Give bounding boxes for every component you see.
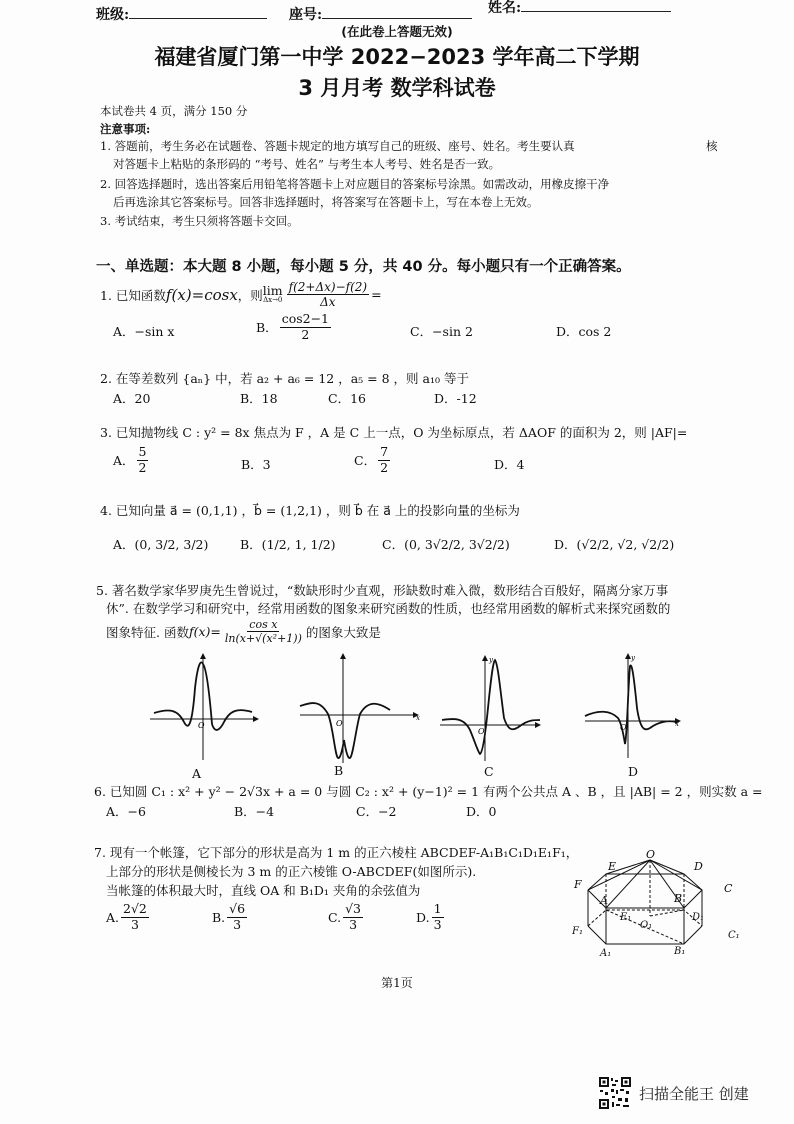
q2-option-c: C．16 bbox=[328, 391, 366, 406]
q5-graph-d bbox=[585, 654, 680, 758]
fig-label-d: D bbox=[694, 860, 703, 873]
q1-option-b-label: B． bbox=[256, 320, 278, 335]
svg-text:x: x bbox=[416, 714, 420, 722]
answer-invalid-notice: (在此卷上答题无效) bbox=[341, 24, 453, 39]
question-4: 4. 已知向量 a⃗ = (0,1,1) ，b⃗ = (1,2,1) ，则 b⃗ 在 a⃗ 上的投影向量的坐标为 bbox=[100, 503, 520, 518]
fig-label-b: B bbox=[674, 892, 683, 905]
question-6: 6. 已知圆 C₁ : x² + y² − 2√3x + a = 0 与圆 C₂ : x² + (y−1)² = 1 有两个公共点 A 、B ，且 |AB| = 2 ，则实数 a = bbox=[94, 784, 763, 799]
note-1a: 1. 答题前，考生务必在试题卷、答题卡规定的地方填写自己的班级、座号、姓名。考生要认真 bbox=[100, 139, 575, 153]
question-2: 2. 在等差数列 {aₙ} 中，若 a₂ + a₆ = 12 ，a₅ = 8 ，则 a₁₀ 等于 bbox=[100, 371, 469, 386]
q3-option-b: B．3 bbox=[241, 457, 271, 472]
q3-option-c-label: C． bbox=[354, 453, 377, 468]
name-field bbox=[488, 0, 671, 17]
name-label: 姓名: bbox=[488, 0, 522, 16]
q5-graph-b bbox=[300, 654, 420, 763]
page-number: 第1页 bbox=[381, 976, 413, 990]
q5-graph-c bbox=[440, 656, 540, 761]
q1-lim-subscript: Δx→0 bbox=[263, 296, 283, 305]
note-1b: 对答题卡上粘贴的条形码的 “考号、姓名” 与考生本人考号、姓名是否一致。 bbox=[113, 157, 501, 171]
question-7-line1: 7. 现有一个帐篷，它下部分的形状是高为 1 m 的正六棱柱 ABCDEF-A₁B₁C₁D₁E₁F₁， bbox=[94, 845, 579, 860]
qr-code-icon bbox=[598, 1076, 632, 1110]
q3-option-c-num: 7 bbox=[380, 444, 389, 459]
question-5-line2: 休”. 在数学学习和研究中，经常用函数的图象来研究函数的性质，也经常用函数的解析式来探究函数的 bbox=[106, 601, 671, 616]
q2-option-b: B．18 bbox=[240, 391, 278, 406]
name-blank bbox=[521, 0, 671, 12]
q7-option-d bbox=[416, 902, 446, 932]
question-7-line2: 上部分的形状是侧棱长为 3 m 的正六棱锥 O-ABCDEF(如图所示). bbox=[106, 864, 477, 879]
q7-option-a-label: A. bbox=[106, 909, 120, 925]
q7-option-b-label: B. bbox=[212, 909, 226, 925]
fig-label-c1: C₁ bbox=[728, 930, 740, 941]
q5-label-a: A bbox=[192, 766, 202, 781]
q3-option-c-den: 2 bbox=[380, 459, 389, 475]
class-field bbox=[96, 4, 267, 24]
q7-option-a-fraction bbox=[121, 902, 149, 932]
svg-text:O: O bbox=[198, 721, 205, 730]
q7-option-b-den: 3 bbox=[233, 916, 242, 932]
note-1a-tail: 核 bbox=[706, 139, 718, 153]
q1-denominator: Δx bbox=[320, 295, 336, 309]
q3-option-c-fraction bbox=[378, 445, 390, 475]
question-3: 3. 已知抛物线 C : y² = 8x 焦点为 F ，A 是 C 上一点，O 为坐标原点，若 ΔAOF 的面积为 2，则 |AF|= bbox=[100, 425, 688, 440]
q5-label-c: C bbox=[484, 764, 494, 779]
fig-label-f1: F₁ bbox=[572, 926, 583, 937]
class-blank bbox=[129, 7, 267, 19]
q1-option-d: D．cos 2 bbox=[556, 324, 612, 339]
fig-label-d1: D₁ bbox=[692, 912, 705, 923]
q5-line3-a: 图象特征. 函数 bbox=[106, 624, 189, 640]
q1-limit bbox=[262, 282, 283, 305]
q5-label-d: D bbox=[628, 764, 639, 779]
notes-heading: 注意事项: bbox=[100, 122, 151, 136]
fig-label-a1: A₁ bbox=[600, 948, 612, 958]
q7-option-d-label: D. bbox=[416, 909, 430, 925]
q1-stem-a: 1. 已知函数 bbox=[100, 287, 166, 303]
exam-title-line2: 3 月月考 数学科试卷 bbox=[298, 76, 496, 100]
q5-line3-b: 的图象大致是 bbox=[305, 624, 381, 640]
q6-option-d: D．0 bbox=[466, 804, 497, 819]
q2-option-a: A．20 bbox=[113, 391, 151, 406]
q3-option-a-label: A． bbox=[113, 453, 135, 468]
fig-label-o: O bbox=[646, 848, 656, 861]
q7-option-b-fraction bbox=[227, 902, 247, 932]
q1-option-b bbox=[256, 312, 333, 342]
scanner-brand-text: 扫描全能王 创建 bbox=[639, 1085, 749, 1103]
q5-function-fraction bbox=[223, 618, 304, 645]
q6-option-a: A．−6 bbox=[106, 804, 146, 819]
q7-option-c-fraction bbox=[343, 902, 363, 932]
q1-option-b-den: 2 bbox=[301, 326, 310, 342]
q1-equals: = bbox=[371, 287, 382, 302]
q7-option-c-den: 3 bbox=[349, 916, 358, 932]
note-2a: 2. 回答选择题时，选出答案后用铅笔将答题卡上对应题目的答案标号涂黑。如需改动，用橡皮擦干净 bbox=[100, 177, 610, 191]
svg-text:y: y bbox=[631, 654, 635, 662]
q2-option-d: D．-12 bbox=[434, 391, 477, 406]
q4-option-b: B．(1/2, 1, 1/2) bbox=[240, 537, 336, 552]
q1-option-b-fraction bbox=[280, 312, 331, 342]
q1-option-b-num: cos2−1 bbox=[281, 311, 330, 326]
q3-option-d: D．4 bbox=[494, 457, 525, 472]
q7-tent-figure bbox=[566, 846, 748, 958]
q1-numerator: f(2+Δx)−f(2) bbox=[288, 280, 368, 294]
q7-option-c-label: C. bbox=[328, 909, 342, 925]
fig-label-e1: E₁ bbox=[620, 912, 632, 923]
seat-blank bbox=[322, 7, 472, 19]
section-1-heading: 一、单选题：本大题 8 小题，每小题 5 分，共 40 分。每小题只有一个正确答案。 bbox=[96, 259, 631, 275]
svg-text:y: y bbox=[489, 656, 493, 664]
q4-option-a: A．(0, 3/2, 3/2) bbox=[113, 537, 209, 552]
question-7-line3: 当帐篷的体积最大时，直线 OA 和 B₁D₁ 夹角的余弦值为 bbox=[106, 883, 421, 898]
exam-title-line1: 福建省厦门第一中学 2022−2023 学年高二下学期 bbox=[154, 45, 640, 69]
q6-option-b: B．−4 bbox=[234, 804, 275, 819]
q7-option-b bbox=[212, 902, 249, 932]
q5-numerator: cos x bbox=[249, 618, 278, 631]
q6-option-c: C．−2 bbox=[356, 804, 397, 819]
q5-graphs bbox=[140, 648, 700, 780]
q7-option-a-den: 3 bbox=[130, 916, 139, 932]
fig-label-e: E bbox=[608, 860, 617, 873]
question-5-line1: 5. 著名数学家华罗庚先生曾说过，“数缺形时少直观，形缺数时难入微，数形结合百般好，隔离分家万事 bbox=[96, 583, 669, 598]
q7-option-a-num: 2√2 bbox=[123, 901, 147, 916]
intro-text: 本试卷共 4 页，满分 150 分 bbox=[100, 104, 248, 118]
note-3: 3. 考试结束，考生只须将答题卡交回。 bbox=[100, 214, 299, 228]
q1-function: f(x)=cosx bbox=[165, 285, 238, 304]
q7-option-c bbox=[328, 902, 365, 932]
seat-field bbox=[289, 4, 472, 24]
note-2b: 后再选涂其它答案标号。回答非选择题时，将答案写在答题卡上，写在本卷上无效。 bbox=[113, 195, 539, 209]
svg-text:O: O bbox=[336, 719, 343, 728]
q7-option-d-den: 3 bbox=[433, 916, 442, 932]
q7-option-d-fraction bbox=[432, 902, 444, 932]
q1-difference-quotient bbox=[287, 280, 369, 309]
q7-option-d-num: 1 bbox=[433, 901, 442, 916]
q3-option-a bbox=[113, 445, 150, 475]
q3-option-c bbox=[354, 445, 392, 475]
q5-graph-a bbox=[150, 654, 258, 760]
q3-option-a-fraction bbox=[137, 445, 149, 475]
q7-option-b-num: √6 bbox=[229, 901, 246, 916]
q3-option-a-den: 2 bbox=[138, 459, 147, 475]
q1-lim-word: lim bbox=[262, 282, 283, 298]
fig-label-b1: B₁ bbox=[674, 946, 686, 957]
fig-label-f: F bbox=[574, 878, 582, 891]
fig-label-o1: O₁ bbox=[640, 920, 653, 931]
fig-label-c: C bbox=[724, 882, 733, 895]
q1-option-c: C．−sin 2 bbox=[410, 324, 473, 339]
class-label: 班级: bbox=[96, 7, 130, 23]
svg-text:O: O bbox=[478, 727, 485, 736]
svg-text:O: O bbox=[620, 723, 627, 732]
q5-function-name: f(x)= bbox=[188, 624, 221, 639]
q4-option-c: C．(0, 3√2/2, 3√2/2) bbox=[382, 537, 510, 552]
fig-label-a: A bbox=[600, 894, 608, 907]
question-1 bbox=[100, 280, 382, 309]
q1-stem-b: ，则 bbox=[237, 287, 263, 303]
q7-option-c-num: √3 bbox=[345, 901, 362, 916]
q5-label-b: B bbox=[334, 763, 344, 778]
question-5-line3 bbox=[106, 618, 381, 645]
q3-option-a-num: 5 bbox=[138, 444, 147, 459]
q5-denominator: ln(x+√(x²+1)) bbox=[224, 632, 302, 645]
svg-text:x: x bbox=[675, 720, 679, 728]
q1-option-a: A．−sin x bbox=[113, 324, 175, 339]
q4-option-d: D．(√2/2, √2, √2/2) bbox=[554, 537, 675, 552]
seat-label: 座号: bbox=[289, 7, 323, 23]
q7-option-a bbox=[106, 902, 151, 932]
